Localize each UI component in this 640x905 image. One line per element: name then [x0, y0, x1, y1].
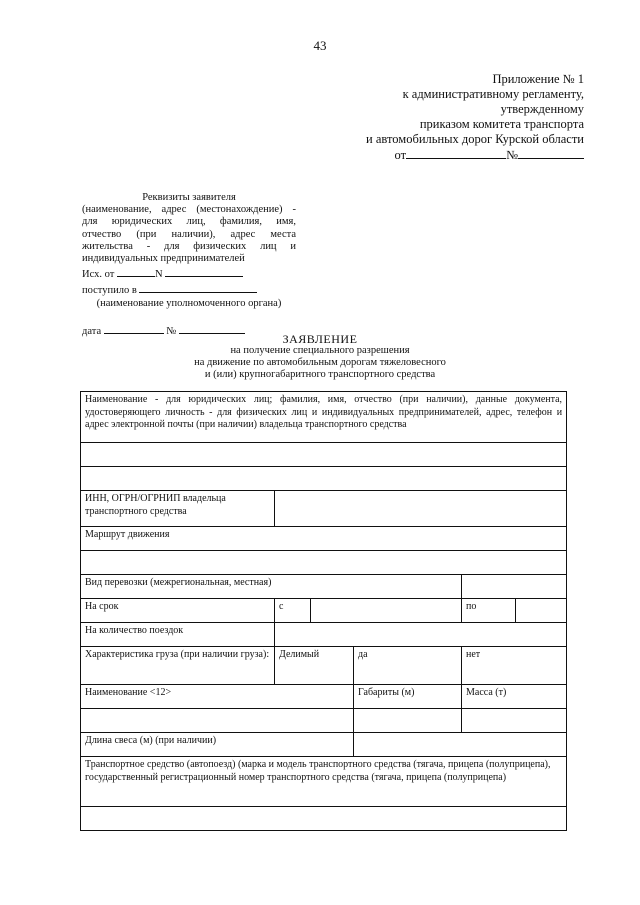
cargo-name-label: Наименование <12>: [81, 685, 354, 709]
vehicle-label: Транспортное средство (автопоезд) (марка и модель транспортного средства (тягача, прицепа (полуприцепа), государственный регистрационный номер транспортного средства (тягача, прицепа (полуприцепа): [81, 757, 567, 807]
term-to-field[interactable]: [516, 599, 567, 623]
outgoing-n-label: N: [154, 269, 163, 281]
requisites-line: для юридических лиц, фамилия, имя,: [82, 216, 296, 228]
trips-field[interactable]: [275, 623, 567, 647]
appendix-line: утвержденному: [500, 102, 584, 116]
date-label: дата: [82, 325, 102, 337]
dimensions-field[interactable]: [354, 709, 462, 733]
transport-type-label: Вид перевозки (межрегиональная, местная): [81, 575, 462, 599]
owner-name-field[interactable]: [81, 443, 567, 467]
term-from-label: с: [275, 599, 311, 623]
inn-field[interactable]: [275, 491, 567, 527]
application-form-table: [80, 391, 567, 831]
inn-label: ИНН, ОГРН/ОГРНИП владельца транспортного средства: [81, 491, 275, 527]
page-number: 43: [313, 38, 327, 53]
date-blank[interactable]: [406, 147, 506, 159]
mass-label: Масса (т): [462, 685, 567, 709]
term-label: На срок: [81, 599, 275, 623]
appendix-line: и автомобильных дорог Курской области: [366, 132, 584, 146]
date-num-label: №: [166, 325, 177, 337]
cargo-name-field[interactable]: [81, 709, 354, 733]
received-label: поступило в: [82, 285, 137, 297]
outgoing-label: Исх. от: [82, 269, 115, 281]
mass-field[interactable]: [462, 709, 567, 733]
title-line: на движение по автомобильным дорогам тяжеловесного: [194, 357, 446, 368]
title-line: и (или) крупногабаритного транспортного средства: [204, 369, 436, 380]
overhang-label: Длина свеса (м) (при наличии): [81, 733, 354, 757]
title-main: ЗАЯВЛЕНИЕ: [282, 332, 358, 346]
cargo-label: Характеристика груза (при наличии груза):: [81, 647, 275, 685]
vehicle-field[interactable]: [81, 807, 567, 831]
appendix-date-number: [366, 147, 584, 163]
trips-label: На количество поездок: [81, 623, 275, 647]
appendix-from-label: от: [394, 148, 407, 162]
requisites-line: жительства - для физических лиц и: [82, 240, 296, 252]
applicant-requisites: [82, 192, 296, 338]
route-field[interactable]: [81, 551, 567, 575]
yes-option[interactable]: да: [354, 647, 462, 685]
divisible-label: Делимый: [275, 647, 354, 685]
requisites-line: отчество (при наличии), адрес места: [82, 228, 296, 240]
appendix-line: к административному регламенту,: [402, 87, 584, 101]
term-from-field[interactable]: [311, 599, 462, 623]
requisites-title: Реквизиты заявителя: [142, 192, 236, 203]
appendix-num-label: №: [506, 148, 518, 162]
route-label: Маршрут движения: [81, 527, 567, 551]
outgoing-number-blank[interactable]: [165, 265, 243, 277]
appendix-line: приказом комитета транспорта: [419, 117, 584, 131]
authority-note: (наименование уполномоченного органа): [96, 297, 282, 309]
dimensions-label: Габариты (м): [354, 685, 462, 709]
outgoing-date-blank[interactable]: [117, 265, 155, 277]
no-option[interactable]: нет: [462, 647, 567, 685]
overhang-field[interactable]: [354, 733, 567, 757]
outgoing-line: [82, 265, 296, 281]
received-blank[interactable]: [139, 281, 257, 293]
appendix-header: [366, 72, 584, 163]
owner-name-field-2[interactable]: [81, 467, 567, 491]
document-title: [0, 333, 640, 381]
title-line: на получение специального разрешения: [230, 345, 410, 356]
transport-type-field[interactable]: [462, 575, 567, 599]
number-blank[interactable]: [518, 147, 584, 159]
owner-name-label: Наименование - для юридических лиц; фамилия, имя, отчество (при наличии), данные документа, удостоверяющего личность - для физических лиц и индивидуальных предпринимателей, адрес, телефон и адрес электронной почты (при наличии) владельца транспортного средства: [81, 392, 567, 443]
requisites-line: индивидуальных предпринимателей: [82, 253, 245, 265]
requisites-line: (наименование, адрес (местонахождение) -: [82, 204, 296, 216]
appendix-line: Приложение № 1: [492, 72, 584, 86]
received-line: [82, 281, 296, 297]
term-to-label: по: [462, 599, 516, 623]
